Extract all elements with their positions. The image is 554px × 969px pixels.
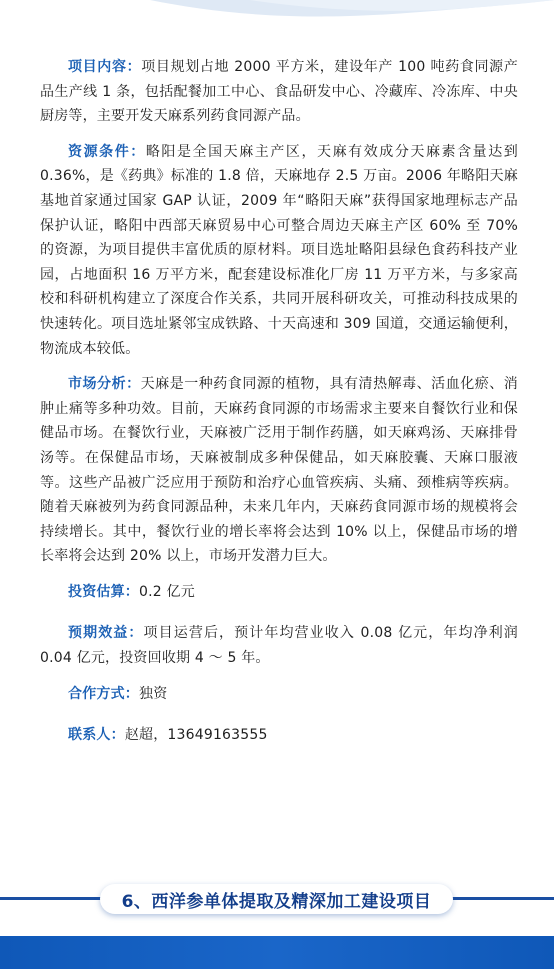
label-investment: 投资估算： [68,583,139,600]
bottom-decoration-band [0,936,554,969]
section-investment [40,580,518,605]
label-contact: 联系人： [68,727,125,744]
section-contact [40,723,518,748]
label-content: 项目内容： [68,59,142,75]
next-section-banner [100,884,453,914]
text-resources: 略阳是全国天麻主产区，天麻有效成分天麻素含量达到 0.36%，是《药典》标准的 1.8 倍，天麻地存 2.5 万亩。2006 年略阳天麻基地首家通过国家 GAP 认证，2009 年“略阳天麻”获得国家地理标志产品保护认证，略阳中西部天麻贸易中心可整合周边天麻主产区 60% 至 70% 的资源，为项目提供丰富优质的原材料。项目选址略阳县绿色食药科技产业园，占地面积 16 万平方米，配套建设标准化厂房 11 万平方米，与多家高校和科研机构建立了深度合作关系，共同开展科研攻关，可推动科技成果的快速转化。项目选址紧邻宝成铁路、十天高速和 309 国道，交通运输便利，物流成本较低。 [40,143,518,357]
section-benefit [40,621,518,670]
text-content: 项目规划占地 2000 平方米，建设年产 100 吨药食同源产品生产线 1 条，包括配餐加工中心、食品研发中心、冷藏库、冷冻库、中央厨房等，主要开发天麻系列药食同源产品。 [40,59,518,125]
section-resources [40,140,518,361]
label-benefit: 预期效益： [68,625,144,642]
section-content [40,55,518,129]
project-details [40,55,518,765]
section-cooperation [40,682,518,707]
text-market: 天麻是一种药食同源的植物，具有清热解毒、活血化瘀、消肿止痛等多种功效。目前，天麻药食同源的市场需求主要来自餐饮行业和保健品市场。在餐饮行业，天麻被广泛用于制作药膳，如天麻鸡汤、天麻排骨汤等。在保健品市场，天麻被制成多种保健品，如天麻胶囊、天麻口服液等。这些产品被广泛应用于预防和治疗心血管疾病、头痛、颈椎病等疾病。随着天麻被列为药食同源品种，未来几年内，天麻药食同源市场的规模将会持续增长。其中，餐饮行业的增长率将会达到 10% 以上，保健品市场的增长率将会达到 20% 以上，市场开发潜力巨大。 [40,376,519,565]
label-market: 市场分析： [68,376,141,393]
text-benefit: 项目运营后，预计年均营业收入 0.08 亿元，年均净利润 0.04 亿元，投资回收期 4 ～ 5 年。 [40,625,519,667]
label-resources: 资源条件： [68,143,146,160]
text-contact: 赵超，13649163555 [124,727,268,744]
label-cooperation: 合作方式： [68,685,139,702]
top-decoration [0,0,554,40]
text-investment: 0.2 亿元 [139,583,195,600]
text-cooperation: 独资 [139,685,168,702]
top-wave-graphic [0,0,554,40]
section-market [40,372,518,569]
next-section-title: 6、西洋参单体提取及精深加工建设项目 [121,891,432,912]
